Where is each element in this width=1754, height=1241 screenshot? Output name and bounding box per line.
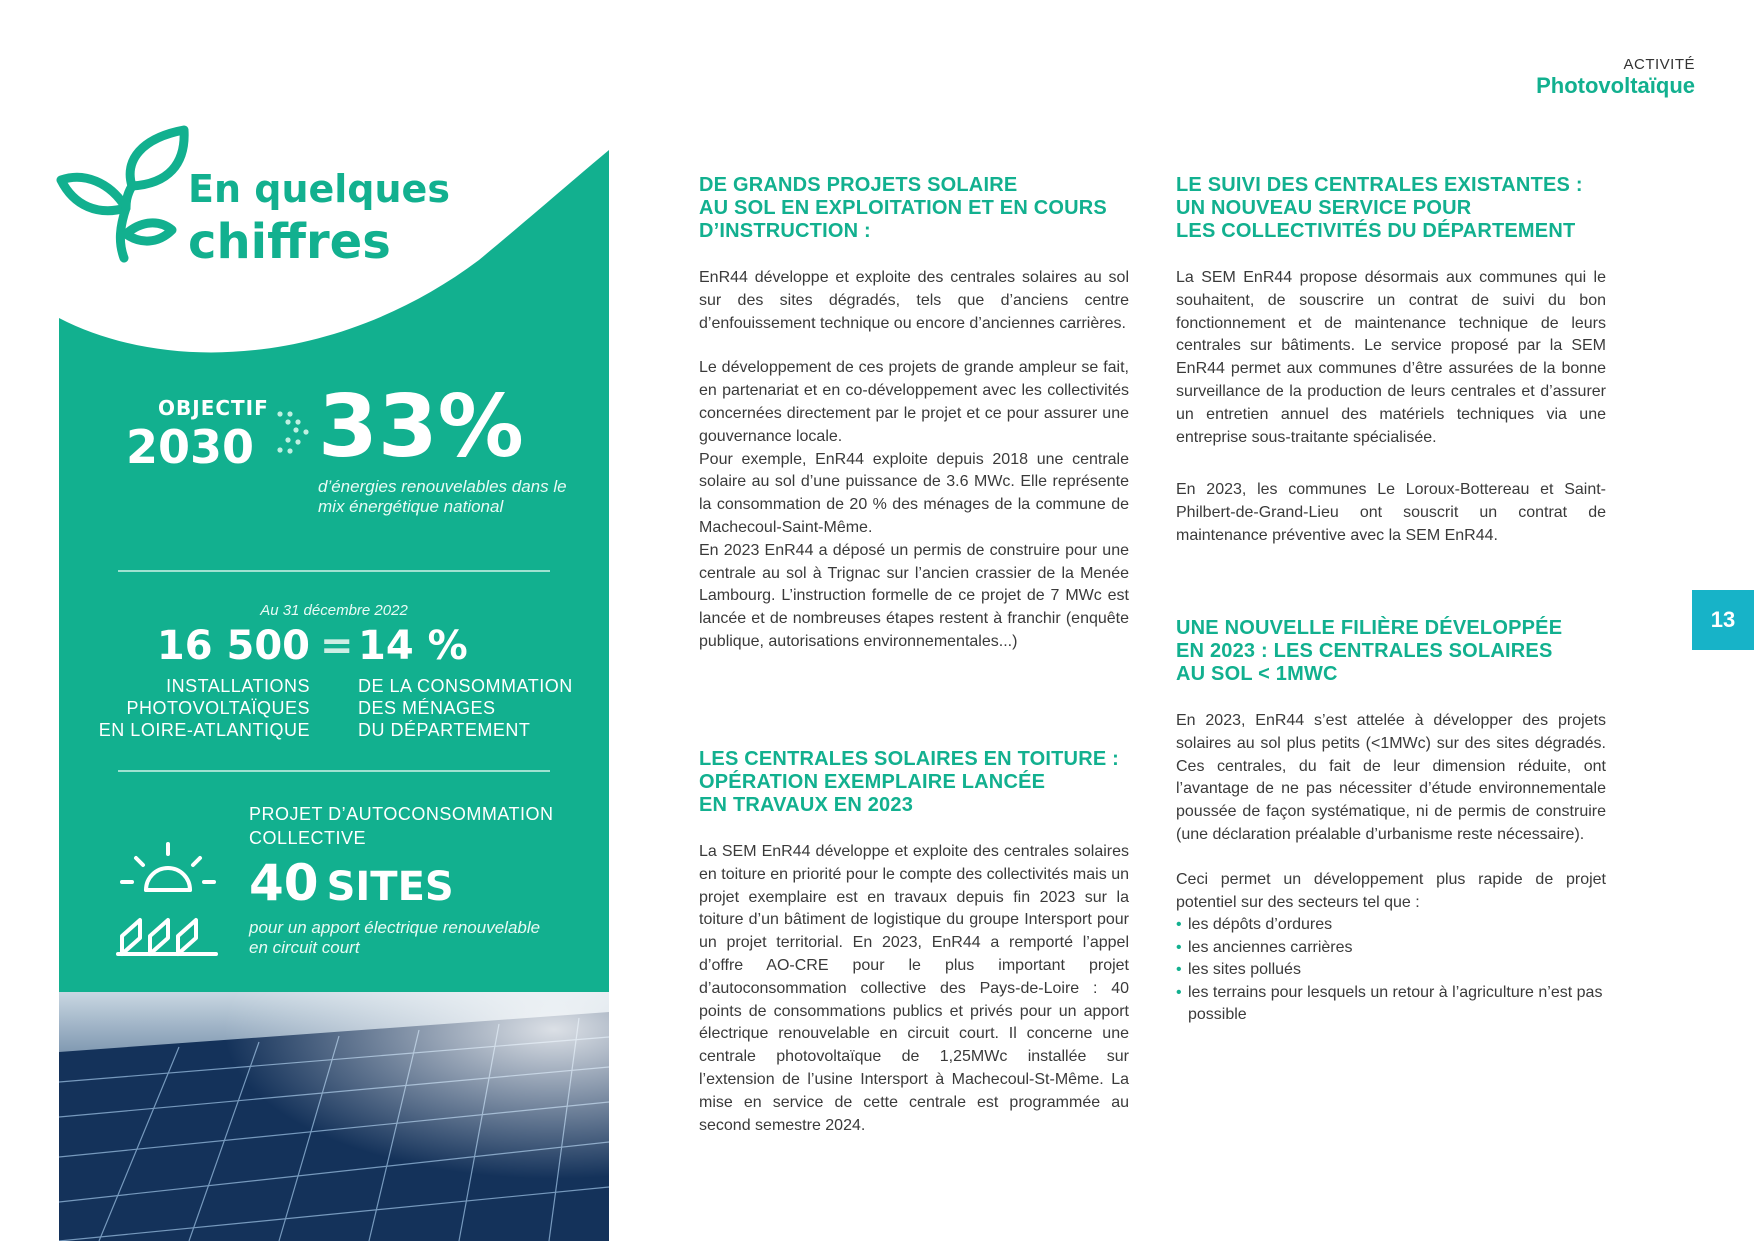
solar-panel-photo [59,992,609,1241]
caption-line: DU DÉPARTEMENT [358,720,531,740]
caption-line: INSTALLATIONS [166,676,310,696]
installations-share-caption [358,675,573,741]
title-line: OPÉRATION EXEMPLAIRE LANCÉE [699,771,1046,793]
title-line: LE SUIVI DES CENTRALES EXISTANTES : [1176,174,1583,196]
installations-share: 14 % [358,623,468,669]
list-item: • les terrains pour lesquels un retour à l’agriculture n’est pas possible [1176,982,1606,1027]
objective-label: OBJECTIF [158,396,269,420]
section-title [699,748,1129,817]
title-line: EN 2023 : LES CENTRALES SOLAIRES [1176,640,1553,662]
list-item: • les anciennes carrières [1176,937,1606,960]
solar-sun-panels-icon [116,842,224,958]
autoconsumption-title-line2: COLLECTIVE [249,828,367,848]
paragraph: En 2023, EnR44 s’est attelée à développer des projets solaires au sol plus petits (<1MWc) sur des sites dégradés. Ces centrales, du fait de leur dimension réduite, ont l’avantage de ne pas nécessiter d’étude environnementale poussée de façon systématique, ni de permis de construire (une déclaration préalable d’urbanisme reste nécessaire). [1176,712,1606,843]
solar-panel-illustration [59,992,609,1241]
sites-figure [249,854,454,912]
bullet-list [1176,914,1606,1027]
figures-heading-line1: En quelques [188,167,450,211]
leaves-logo-icon [56,124,191,266]
divider [118,570,550,572]
caption-line: DES MÉNAGES [358,698,496,718]
objective-year: 2030 [126,420,255,474]
column-2 [1176,174,1606,548]
title-line: D’INSTRUCTION : [699,220,871,242]
title-line: EN TRAVAUX EN 2023 [699,794,914,816]
installations-count-caption [99,675,310,741]
paragraph: EnR44 développe et exploite des centrales solaires au sol sur des sites dégradés, tels que d’anciens centre d’enfouissement technique ou encore d’anciennes carrières. [699,269,1129,332]
section-body [1176,710,1606,914]
title-line: UN NOUVEAU SERVICE POUR [1176,197,1472,219]
sites-unit: SITES [326,864,454,910]
section-title [699,174,1129,243]
title-line: AU SOL EN EXPLOITATION ET EN COURS [699,197,1107,219]
list-item: • les dépôts d’ordures [1176,914,1606,937]
paragraph: En 2023 EnR44 a déposé un permis de construire pour une centrale au sol à Trignac sur l’ancien crassier de la Menée Lambourg. L’instruction formelle de ce projet de 7 MWc est lancée et de nombreuses étapes restent à franchir (enquête publique, autorisations environnementales...) [699,541,1129,650]
title-line: LES CENTRALES SOLAIRES EN TOITURE : [699,748,1119,770]
paragraph: Le développement de ces projets de grande ampleur se fait, en partenariat et en co-développement avec les collectivités concernées directement par le projet et ce pour assurer une gouvernance locale. [699,359,1129,445]
section-body [1176,267,1606,548]
autoconsumption-title-line1: PROJET D’AUTOCONSOMMATION [249,804,554,824]
column-2-section-2 [1176,617,1606,1027]
caption-line: PHOTOVOLTAÏQUES [126,698,310,718]
objective-caption: d’énergies renouvelables dans le mix énergétique national [318,477,567,516]
paragraph: Pour exemple, EnR44 exploite depuis 2018 une centrale solaire au sol d’une puissance de 3.6 MWc. Elle représente la consommation de 20 % des ménages de la commune de Machecoul-Saint-Même. [699,450,1129,536]
title-line: AU SOL < 1MWC [1176,663,1338,685]
page-title: Photovoltaïque [1536,73,1695,98]
section-body [699,841,1129,1137]
column-1-section-2 [699,748,1129,1137]
objective-value: 33% [318,377,524,477]
installations-date: Au 31 décembre 2022 [260,602,408,619]
installations-count: 16 500 [156,623,310,669]
title-line: UNE NOUVELLE FILIÈRE DÉVELOPPÉE [1176,617,1563,639]
sites-count: 40 [249,854,319,912]
paragraph: En 2023, les communes Le Loroux-Bottereau et Saint-Philbert-de-Grand-Lieu ont souscrit un contrat de maintenance préventive avec la SEM EnR44. [1176,481,1606,544]
section-title [1176,174,1606,243]
list-item: • les sites pollués [1176,959,1606,982]
paragraph: La SEM EnR44 développe et exploite des centrales solaires en toiture en priorité pour le compte des collectivités mais un projet exemplaire est en travaux depuis fin 2023 sur la toiture d’un bâtiment de logistique du groupe Intersport pour un projet territorial. En 2023, EnR44 a remporté l’appel d’offre AO-CRE pour le plus important projet d’autoconsommation collective des Pays-de-Loire : 40 points de consommations publics et privés pour un apport électrique renouvelable en circuit court. Il concerne une centrale photovoltaïque de 1,25MWc installée sur l’extension de l’usine Intersport à Machecoul-St-Même. La mise en service de cette centrale est programmée au second semestre 2024. [699,843,1129,1134]
section-body [699,267,1129,654]
figures-heading [188,167,450,270]
figures-heading-line2: chiffres [188,214,391,270]
paragraph: La SEM EnR44 propose désormais aux communes qui le souhaitent, de souscrire un contrat de suivi du bon fonctionnement et de maintenance technique de leurs centrales sur bâtiments. Le service proposé par la SEM EnR44 permet aux communes d’être assurées de la bonne surveillance de la production de leurs centrales et d’assurer un entretien annuel des matériels techniques via une entreprise sous-traitante spécialisée. [1176,269,1606,446]
title-line: LES COLLECTIVITÉS DU DÉPARTEMENT [1176,220,1576,242]
page-number: 13 [1692,590,1754,650]
caption-line: DE LA CONSOMMATION [358,676,573,696]
chevron-arrows-icon [276,410,312,456]
caption-line: EN LOIRE-ATLANTIQUE [98,720,310,740]
title-line: DE GRANDS PROJETS SOLAIRE [699,174,1018,196]
installations-equals: = [320,623,354,669]
sites-caption: pour un apport électrique renouvelable en circuit court [249,918,541,957]
section-title [1176,617,1606,686]
section-label: ACTIVITÉ [1623,56,1695,73]
paragraph: Ceci permet un développement plus rapide de projet potentiel sur des secteurs tel que : [1176,870,1606,911]
divider [118,770,550,772]
column-1 [699,174,1129,654]
autoconsumption-title [249,802,554,850]
